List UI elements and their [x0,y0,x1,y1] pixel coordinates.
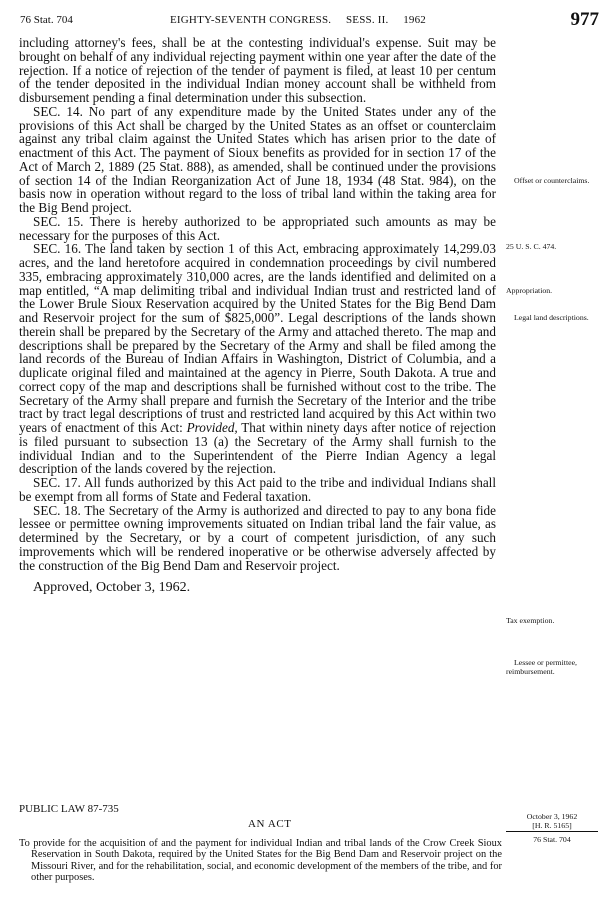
page-number: 977 [570,9,599,30]
margin-note-offset: Offset or counterclaims. [514,176,590,185]
act-purpose: To provide for the acquisition of and the payment for individual Indian and tribal lands of the Crow Creek Sioux Reservation in South Dakota, required by the United States for the Big Bend Dam and Reservoir project on the Missouri River, and for the rehabilitation, social, and economic development of the members of the tribe, and for other purposes. [19,838,502,884]
section-16 [19,242,496,476]
section-14: SEC. 14. No part of any expenditure made by the United States under any of the provisions of this Act shall be charged by the United States as an offset or counterclaim against any tribal claim against the United States which has arisen prior to the date of enactment of this Act. The payment of Sioux benefits as provided for in section 17 of the Act of March 2, 1889 (25 Stat. 888), as amended, shall be continued under the provisions of section 14 of the Indian Reorganization Act of June 18, 1934 (48 Stat. 984), on the basis now in operation without regard to the loss of tribal land within the taking area for the Big Bend project. [19,103,496,215]
stat-citation: 76 Stat. 704 [533,835,571,844]
margin-note-appropriation: Appropriation. [506,286,553,295]
enactment-box [506,812,598,844]
margin-note-tax: Tax exemption. [506,616,555,625]
statute-body [19,36,496,595]
margin-note-usc: 25 U. S. C. 474. [506,242,557,251]
bill-number: [H. R. 5165] [506,821,598,832]
act-heading: AN ACT [248,818,292,830]
running-title: EIGHTY-SEVENTH CONGRESS. SESS. II. 1962 [170,14,426,26]
approval-line: Approved, October 3, 1962. [33,580,191,596]
provided-term: Provided, [186,420,238,435]
continuation-paragraph: including attorney's fees, shall be at the contesting individual's expense. Suit may be brought on behalf of any individual rejecting payment within one year after the date of the rejection. If a notice of rejection of the tender of payment is filed, at least 10 per centum of the tender deposited in the individual Indian money account shall be withheld from disbursement pending a final determination under this subsection. [19,35,496,105]
section-16-text-a: SEC. 16. The land taken by section 1 of this Act, embracing approximately 14,299.03 acres, and the land heretofore acquired in condemnation proceedings by civil numbered 335, embracing approximately 310,000 acres, are the lands identified and delimited on a map entitled, “A map delimiting tribal and individual Indian trust and restricted land of the Lower Brule Sioux Reservation acquired by the United States for the Big Bend Dam and Reservoir project for the sum of $825,000”. Legal descriptions of the lands shown therein shall be prepared by the Secretary of the Army and attached thereto. The map and descriptions shall be prepared by the Secretary of the Army and shall be filed among the land records of the Bureau of Indian Affairs in Washington, District of Columbia, and a duplicate original filed and maintained at the agency in Pierre, South Dakota. A true and correct copy of the map and descriptions shall be furnished without cost to the tribe. The Secretary of the Army shall prepare and furnish the Secretary of the Interior and the tribe tract by tract legal descriptions of trust and restricted land acquired by this Act within two years of enactment of this Act: [19,241,496,435]
margin-note-legal: Legal land descriptions. [514,313,589,322]
margin-note-lessee: Lessee or permittee, reimbursement. [506,658,577,676]
section-18: SEC. 18. The Secretary of the Army is authorized and directed to pay to any bona fide lessee or permittee owning improvements situated on Indian tribal land the fair value, as determined by the Secretary, or by a court of competent jurisdiction, of any such improvements which will be rendered inoperative or be otherwise adversely affected by the construction of the Big Bend Dam and Reservoir project. [19,502,496,573]
section-15: SEC. 15. There is hereby authorized to be appropriated such amounts as may be necessary for the purposes of this Act. [19,213,496,243]
section-16-text-b: That within ninety days after notice of rejection is filed pursuant to subsection 13 (a) the Secretary of the Army shall furnish to the individual Indian and to the Superintendent of the Pierre Indian Agency a legal description of the lands covered by the rejection. [19,420,497,477]
header-citation: 76 Stat. 704 [20,14,73,26]
section-17: SEC. 17. All funds authorized by this Act paid to the tribe and individual Indians shall be exempt from all forms of State and Federal taxation. [19,475,496,504]
enactment-date: October 3, 1962 [526,812,578,821]
public-law-number: PUBLIC LAW 87-735 [19,803,119,815]
